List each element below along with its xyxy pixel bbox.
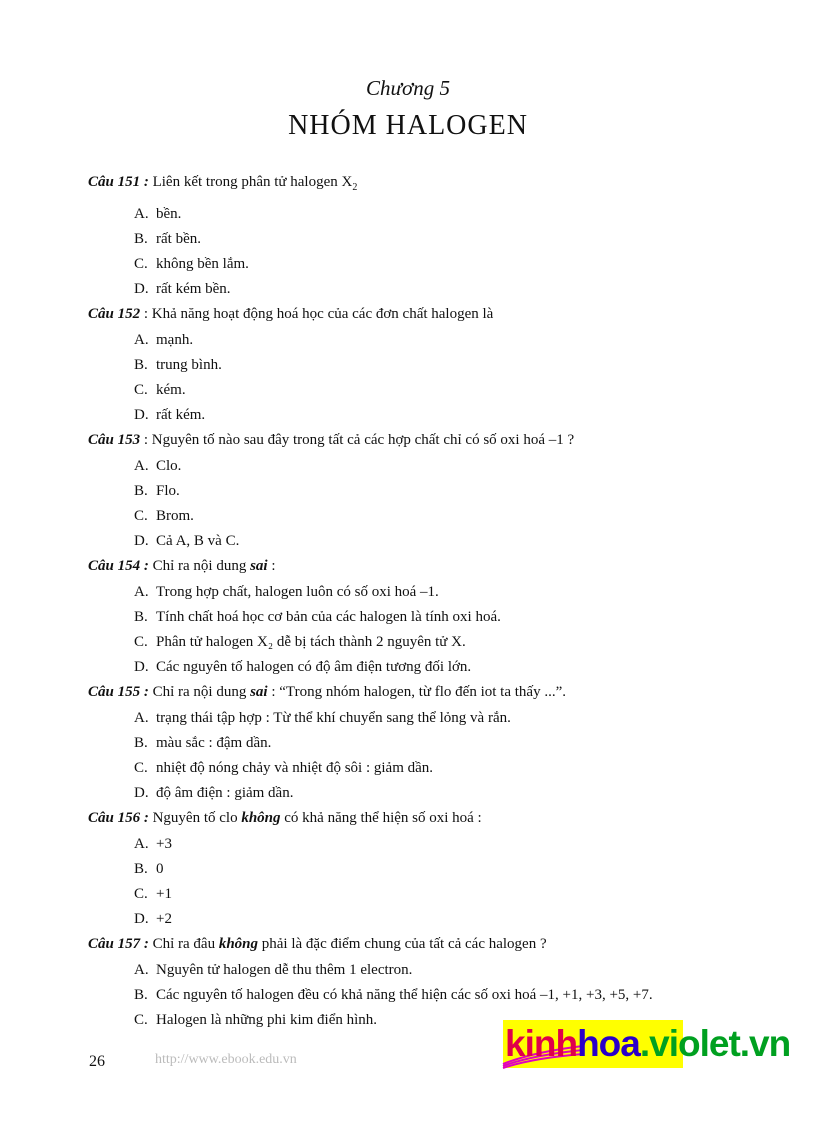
subscript: 2 [352,182,358,193]
answer-option [88,582,768,602]
option-text: Tính chất hoá học cơ bản của các halogen là tính oxi hoá. [156,609,501,625]
emphasis-word: không [241,810,281,826]
option-letter: B. [134,483,148,499]
option-text: 0 [156,861,164,877]
question-text-after: : “Trong nhóm halogen, từ flo đến iot ta thấy ...”. [267,684,566,700]
option-text: Trong hợp chất, halogen luôn có số oxi hoá –1. [156,584,439,600]
question-label: Câu 152 [88,306,141,322]
answer-option [88,355,768,375]
answer-option [88,229,768,249]
answer-option [88,884,768,904]
option-letter: C. [134,256,148,272]
answer-option [88,607,768,627]
chapter-heading: Chương 5 [366,76,450,100]
option-letter: B. [134,735,148,751]
option-letter: C. [134,760,148,776]
question-text: : Khả năng hoạt động hoá học của các đơn chất halogen là [143,306,494,322]
answer-option [88,783,768,803]
page-number: 26 [89,1053,105,1070]
answer-option [88,405,768,425]
answer-option [88,909,768,929]
option-letter: C. [134,886,148,902]
logo-part: kinh [505,1023,578,1064]
question-block [88,172,768,299]
answer-option [88,632,768,652]
option-letter: B. [134,609,148,625]
option-text: Nguyên tử halogen dễ thu thêm 1 electron. [156,962,413,978]
question-stem [88,808,768,828]
question-stem [88,304,768,324]
option-text: không bền lắm. [156,256,249,272]
answer-option [88,330,768,350]
option-text: nhiệt độ nóng chảy và nhiệt độ sôi : giảm dần. [156,760,434,776]
answer-option [88,960,768,980]
answer-option [88,834,768,854]
question-text: : Nguyên tố nào sau đây trong tất cả các hợp chất chỉ có số oxi hoá –1 ? [143,432,575,448]
question-stem [88,430,768,450]
option-letter: A. [134,962,149,978]
option-letter: A. [134,332,149,348]
question-list [88,172,768,1035]
question-text: Liên kết trong phân tử halogen X [152,174,353,190]
option-text: Các nguyên tố halogen có độ âm điện tương đối lớn. [156,659,472,675]
option-letter: B. [134,231,148,247]
answer-option [88,531,768,551]
answer-option [88,708,768,728]
question-text-after: : [267,558,276,574]
option-letter: D. [134,281,149,297]
option-text: +1 [156,886,172,902]
question-text: Chỉ ra nội dung [152,558,251,574]
answer-option [88,506,768,526]
emphasis-word: không [218,936,259,952]
option-letter: A. [134,836,149,852]
question-block [88,808,768,929]
option-letter: A. [134,710,149,726]
answer-option [88,657,768,677]
question-block [88,934,768,1030]
question-stem [88,556,768,576]
option-text: rất bền. [156,231,201,247]
option-letter: B. [134,861,148,877]
option-text: rất kém. [156,407,206,423]
question-block [88,556,768,677]
answer-option [88,279,768,299]
option-letter: C. [134,1012,148,1028]
answer-option [88,456,768,476]
page-title: NHÓM HALOGEN [288,110,528,141]
option-letter: C. [134,508,148,524]
question-label: Câu 156 : [88,810,149,826]
option-text: Cả A, B và C. [156,533,240,549]
question-stem [88,172,768,198]
option-letter: C. [134,634,148,650]
option-text: Phân tử halogen X₂ dễ bị tách thành 2 nguyên tử X. [156,634,466,650]
option-letter: A. [134,206,149,222]
question-label: Câu 157 : [88,936,149,952]
question-label: Câu 154 : [88,558,149,574]
option-letter: B. [134,987,148,1003]
option-letter: C. [134,382,148,398]
emphasis-word: sai [250,684,268,700]
option-text: trạng thái tập hợp : Từ thể khí chuyển sang thể lỏng và rắn. [156,710,511,726]
option-letter: D. [134,659,149,675]
answer-option [88,758,768,778]
answer-option [88,204,768,224]
option-text: Clo. [156,458,182,474]
answer-option [88,481,768,501]
option-text: trung bình. [156,357,222,373]
option-text: Flo. [156,483,180,499]
emphasis-word: sai [250,558,268,574]
question-label: Câu 151 : [88,174,149,190]
option-text: +3 [156,836,172,852]
answer-option [88,985,768,1005]
option-text: Halogen là những phi kim điển hình. [156,1012,378,1028]
option-text: Các nguyên tố halogen đều có khả năng thể hiện các số oxi hoá –1, +1, +3, +5, +7. [156,987,653,1003]
site-logo[interactable] [503,1020,791,1068]
option-text: +2 [156,911,172,927]
logo-part: .violet.vn [639,1023,791,1064]
option-text: màu sắc : đậm dần. [156,735,272,751]
question-block [88,304,768,425]
answer-option [88,254,768,274]
option-letter: D. [134,911,149,927]
question-label: Câu 153 [88,432,141,448]
logo-text [505,1022,790,1066]
option-text: kém. [156,382,186,398]
question-text: Nguyên tố clo [152,810,242,826]
option-letter: A. [134,458,149,474]
option-text: Brom. [156,508,194,524]
option-letter: A. [134,584,149,600]
question-stem [88,934,768,954]
option-letter: B. [134,357,148,373]
option-letter: D. [134,407,149,423]
question-block [88,430,768,551]
option-text: mạnh. [156,332,194,348]
question-block [88,682,768,803]
question-text-after: có khả năng thể hiện số oxi hoá : [280,810,482,826]
option-letter: D. [134,785,149,801]
answer-option [88,859,768,879]
answer-option [88,733,768,753]
option-text: rất kém bền. [156,281,231,297]
question-text: Chỉ ra nội dung [152,684,251,700]
footer-url[interactable]: http://www.ebook.edu.vn [155,1052,297,1067]
question-stem [88,682,768,702]
question-label: Câu 155 : [88,684,149,700]
option-letter: D. [134,533,149,549]
question-text: Chỉ ra đâu [152,936,219,952]
logo-part: hoa [577,1023,640,1064]
answer-option [88,380,768,400]
option-text: bền. [156,206,182,222]
question-text-after: phải là đặc điểm chung của tất cả các halogen ? [258,936,547,952]
option-text: độ âm điện : giảm dần. [156,785,294,801]
